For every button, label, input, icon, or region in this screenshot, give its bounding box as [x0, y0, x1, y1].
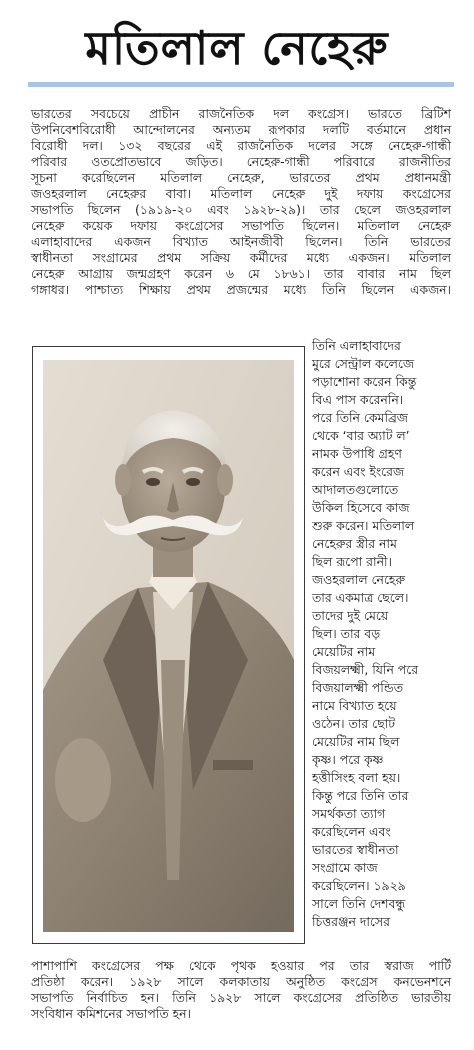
text-line: সমর্থকতা ত্যাগ — [312, 806, 386, 821]
text-line: কিন্তু পরে তিনি তার — [312, 788, 409, 803]
text-line: ছিল রূপো রানী। — [312, 554, 392, 569]
text-line: উপনিবেশবিরোধী আন্দোলনের অন্যতম রূপকার দলটি বর্তমানে প্রধান — [31, 122, 451, 137]
text-line: নেহেরু আগ্রায় জন্মগ্রহণ করেন ৬ মে ১৮৬১। তার বাবার নাম ছিল — [31, 266, 451, 281]
text-line: তিনি এলাহাবাদের — [312, 338, 401, 353]
portrait-photo-icon — [43, 360, 294, 932]
text-line: করেছিলেন। ১৯২৯ — [312, 878, 406, 893]
text-line: সূচনা করেছিলেন মতিলাল নেহেরু, ভারতের প্রথম প্রধানমন্ত্রী — [31, 170, 451, 185]
text-line: মেয়েটির নাম — [312, 644, 376, 659]
text-line: পাশাপাশি কংগ্রেসের পক্ষ থেকে পৃথক হওয়ার পর তার স্বরাজ পার্টি — [31, 958, 451, 973]
text-line: পরিবার ওতপ্রোতভাবে জড়িত। নেহেরু-গান্ধী পরিবারে রাজনীতির — [31, 154, 451, 169]
text-line: বিএ পাস করেননি। — [312, 392, 404, 407]
text-line: উকিল হিসেবে কাজ — [312, 500, 410, 515]
text-line: সংবিধান কমিশনের সভাপতি হন। — [31, 1006, 191, 1021]
text-line: সালে তিনি দেশবন্ধু — [312, 896, 406, 911]
title-divider — [28, 82, 454, 87]
text-line: প্রতিষ্ঠা করেন। ১৯২৮ সালে কলকাতায় অনুষ্ঠিত কংগ্রেস কনভেনশনে — [31, 974, 451, 989]
text-line: এলাহাবাদের একজন বিখ্যাত আইনজীবী ছিলেন। তিনি ভারতের — [31, 234, 451, 249]
text-line: করেছিলেন এবং — [312, 824, 391, 839]
text-line: মেয়েটির নাম ছিল — [312, 734, 400, 749]
text-line: জওহরলাল নেহেরু — [312, 572, 405, 587]
text-line: করেন এবং ইংরেজ — [312, 464, 405, 479]
text-line: সভাপতি ছিলেন (১৯১৯-২০ এবং ১৯২৮-২৯)। তার ছেলে জওহরলাল — [31, 202, 451, 217]
text-line: সভাপতি নির্বাচিত হন। তিনি ১৯২৮ সালে কংগ্রেসের প্রতিষ্ঠিত ভারতীয় — [31, 990, 451, 1005]
text-line: নেহেরুর স্ত্রীর নাম — [312, 536, 397, 551]
text-line: বিরোধী দল। ১৩২ বছরের এই রাজনৈতিক দলের সঙ্গে নেহেরু-গান্ধী — [31, 138, 451, 153]
text-line: ভারতের স্বাধীনতা — [312, 842, 399, 857]
portrait-frame — [32, 346, 305, 944]
text-line: নামক উপাধি গ্রহণ — [312, 446, 402, 461]
text-line: তার একমাত্র ছেলে। — [312, 590, 409, 605]
text-line: ওঠেন। তার ছোট — [312, 716, 396, 731]
text-line: কৃষ্ণ। পরে কৃষ্ণ — [312, 752, 384, 767]
article-title: মতিলাল নেহেরু — [85, 21, 389, 75]
text-line: সংগ্রামে কাজ — [312, 860, 378, 875]
text-line: আদালতগুলোতে — [312, 482, 399, 497]
text-line: গঙ্গাধর। পাশ্চাত্য শিক্ষায় প্রথম প্রজন্মের মধ্যে তিনি ছিলেন একজন। — [31, 282, 451, 297]
text-line: বিজয়লক্ষ্মী, যিনি পরে — [312, 662, 419, 677]
text-line: হত্তীসিংহ বলা হয়। — [312, 770, 401, 785]
text-line: নেহেরু কয়েক দফায় কংগ্রেসের সভাপতি ছিলেন। মতিলাল নেহেরু — [31, 218, 451, 233]
text-line: থেকে ‘বার অ্যাট ল’ — [312, 428, 410, 443]
text-line: বিজয়ালক্ষ্মী পন্ডিত — [312, 680, 404, 695]
text-line: ভারতের সবচেয়ে প্রাচীন রাজনৈতিক দল কংগ্রেস। ভারতে ব্রিটিশ — [31, 106, 451, 121]
text-line: শুরু করেন। মতিলাল — [312, 518, 415, 533]
text-line: ছিল। তার বড় — [312, 626, 381, 641]
text-line: নামে বিখ্যাত হয়ে — [312, 698, 397, 713]
text-line: মুরে সেন্ট্রাল কলেজে — [312, 356, 414, 371]
text-line: স্বাধীনতা সংগ্রামের প্রথম সক্রিয় কর্মীদের মধ্যে একজন। মতিলাল — [31, 250, 451, 265]
text-line: পরে তিনি কেমব্রিজ — [312, 410, 408, 425]
text-line: পড়াশোনা করেন কিন্তু — [312, 374, 417, 389]
text-line: চিত্তরঞ্জন দাসের — [312, 914, 390, 929]
text-line: জওহরলাল নেহেরুর বাবা। মতিলাল নেহেরু দুই দফায় কংগ্রেসের — [31, 186, 451, 201]
text-line: তাদের দুই মেয়ে — [312, 608, 389, 623]
